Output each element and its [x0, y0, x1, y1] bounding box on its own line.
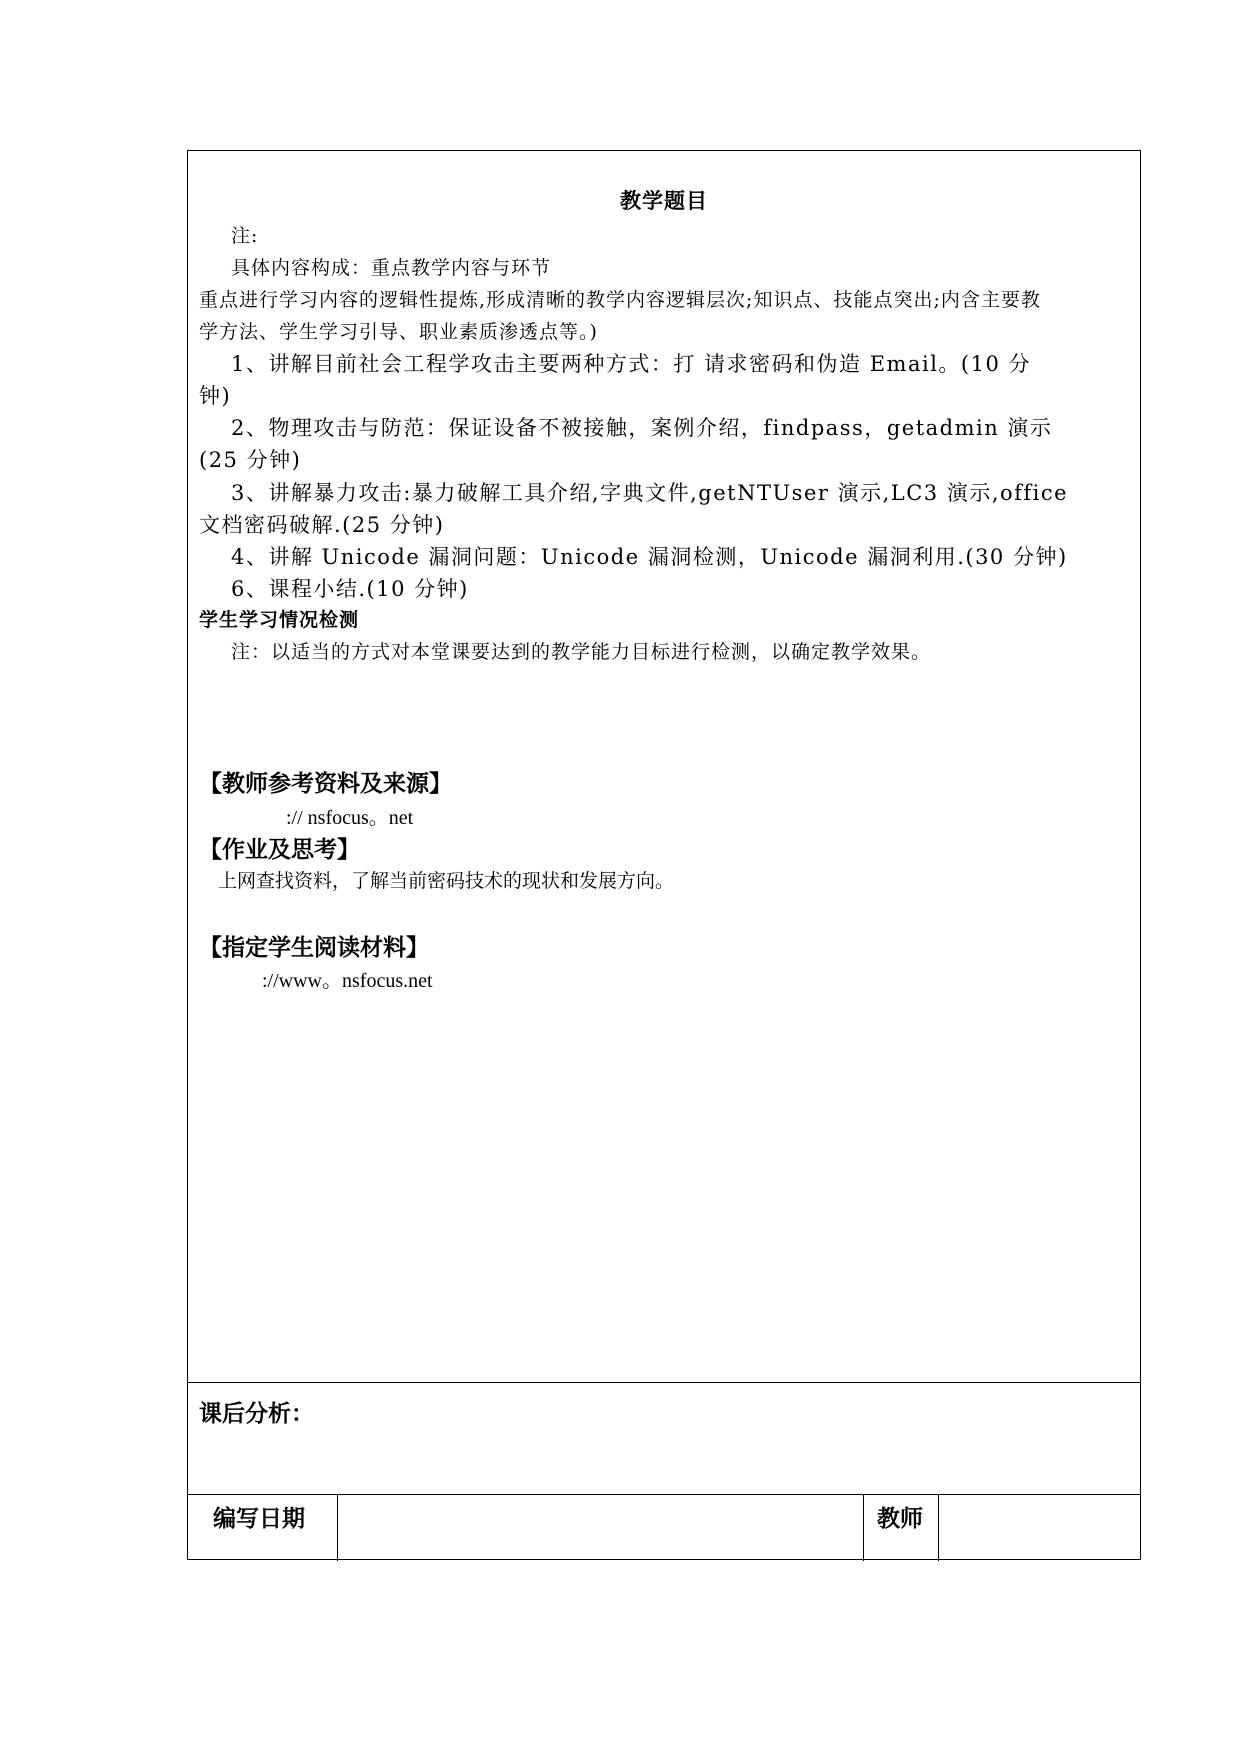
- item-2-line-2: (25 分钟): [199, 448, 302, 472]
- item-4-line-1: 4、讲解 Unicode 漏洞问题：Unicode 漏洞检测，Unicode 漏洞利用.(30 分钟): [231, 545, 1068, 569]
- check-heading: 学生学习情况检测: [199, 609, 360, 631]
- document-title: 教学题目: [620, 188, 708, 213]
- teacher-label-cell: [864, 1495, 939, 1561]
- content-intro: 具体内容构成：重点教学内容与环节: [231, 257, 552, 279]
- content-description-line-1: 重点进行学习内容的逻辑性提炼,形成清晰的教学内容逻辑层次;知识点、技能点突出;内含主要教: [199, 289, 1041, 311]
- reference-heading: 【教师参考资料及来源】: [199, 771, 452, 797]
- teacher-label: 教师: [877, 1506, 923, 1532]
- lesson-plan-table: [187, 150, 1141, 1560]
- item-1-line-1: 1、讲解目前社会工程学攻击主要两种方式：打 请求密码和伪造 Email。(10 分: [231, 352, 1031, 376]
- teacher-value-cell[interactable]: [939, 1495, 1142, 1561]
- content-description-line-2: 学方法、学生学习引导、职业素质渗透点等。): [199, 321, 598, 343]
- check-note: 注：以适当的方式对本堂课要达到的教学能力目标进行检测，以确定教学效果。: [231, 641, 932, 663]
- reading-heading: 【指定学生阅读材料】: [199, 935, 429, 961]
- footer-row: [188, 1495, 1140, 1561]
- date-label: 编写日期: [213, 1506, 305, 1532]
- item-6-line-1: 6、课程小结.(10 分钟): [231, 577, 469, 601]
- date-value-cell[interactable]: [338, 1495, 864, 1561]
- item-2-line-1: 2、物理攻击与防范：保证设备不被接触，案例介绍，findpass，getadmin 演示: [231, 416, 1053, 440]
- date-label-cell: [188, 1495, 338, 1561]
- note-label: 注:: [231, 225, 259, 247]
- item-3-line-1: 3、讲解暴力攻击:暴力破解工具介绍,字典文件,getNTUser 演示,LC3 演示,office: [231, 481, 1069, 505]
- after-class-analysis-cell: [188, 1383, 1140, 1495]
- item-1-line-2: 钟): [199, 384, 232, 408]
- reference-link[interactable]: :// nsfocus。net: [286, 807, 414, 829]
- homework-heading: 【作业及思考】: [199, 837, 360, 863]
- homework-text: 上网查找资料，了解当前密码技术的现状和发展方向。: [218, 870, 675, 892]
- reading-link[interactable]: ://www。nsfocus.net: [262, 970, 433, 992]
- lesson-content-cell: [188, 151, 1140, 1383]
- item-3-line-2: 文档密码破解.(25 分钟): [199, 513, 445, 537]
- analysis-label: 课后分析：: [199, 1401, 314, 1427]
